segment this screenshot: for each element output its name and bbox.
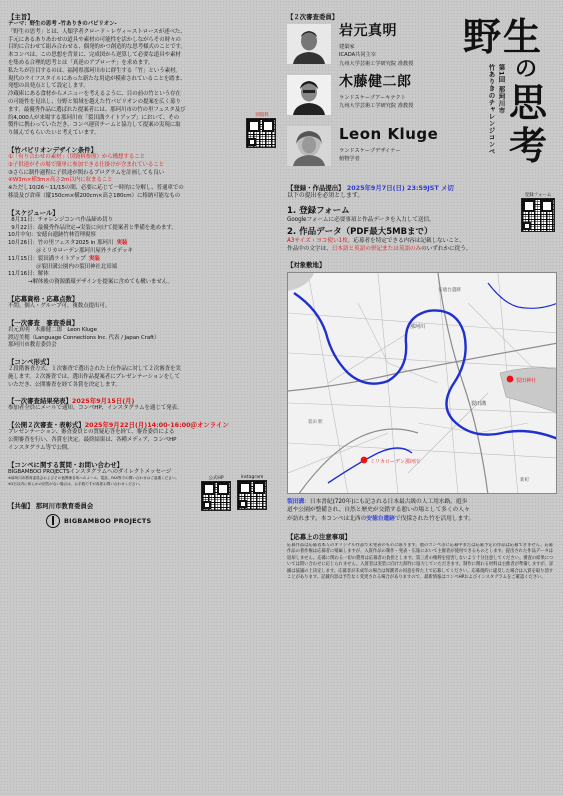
theme-heading: 【主旨】: [8, 13, 34, 21]
theme-line: 手元にあるありあわせの道具や素材の可能性を活かしながらその時々の: [8, 36, 181, 43]
site-section: [287, 261, 557, 524]
judge-name: Leon Kluge: [339, 125, 439, 143]
registration-heading: 【登録・作品提出】 2025年9月7日(日) 23:59JST メ切: [287, 184, 454, 192]
first-judges-body: [8, 327, 282, 350]
registration-step2-title: 2. 作品データ（PDF最大5MBまで）: [287, 226, 433, 237]
judge-photo: [287, 75, 331, 115]
schedule-row: ＠ミリカローデン那珂川屋外ラボデッキ: [36, 247, 133, 254]
theme-line: り組んでもらいたいと考えています。: [8, 130, 100, 137]
judge-role: ランドスケープアーキテクト: [339, 95, 406, 102]
review-line: インスタグラム等で公開。: [8, 444, 73, 451]
park-marker: [361, 456, 368, 463]
public-review-heading: 【公開２次審査・表彰式】2025年9月22日(月)14:00-16:00＠オンライン: [8, 421, 229, 430]
format-line: いただき、公開審査を経て各賞を決定します。: [8, 381, 121, 388]
title-char: 生: [503, 14, 542, 59]
bamboo-logo-icon: [46, 514, 60, 528]
theme-body: [8, 21, 282, 138]
review-line: プレゼンテーション、審査委員との質疑応答を経て、審査委員による: [8, 429, 175, 436]
review-line: 公開審査を行い、各賞を決定。最終結果は、各種メディア、コンペHP: [8, 437, 177, 444]
condition-item: ※ただし10/26～11/15の間、必要に応じて一時的に分解し、普通車での: [8, 185, 184, 192]
registration-intro: 以下の提出を必須とします。: [287, 192, 364, 199]
instagram-qr-label: instagram: [240, 474, 264, 480]
title-char: 思: [509, 80, 548, 125]
registration-step1-text: Googleフォームに必要事項と作品データを入力して送信。: [287, 216, 435, 223]
theme-line: 私たちが注目するのは、福岡県那珂川市に群生する「竹」という素材。: [8, 67, 181, 74]
judge-role: 植物学者: [339, 155, 360, 162]
first-result-section: [8, 397, 282, 413]
format-line: ２段階審査方式。１次審査で選出された上位作品に対して２次審査を実: [8, 366, 181, 373]
judge-photo: [287, 126, 331, 166]
theme-line: 冷蔵庫にある食材からメニューを考えるように、目の前の竹という存在: [8, 91, 181, 98]
right-column: [287, 10, 557, 790]
registration-step2-text: A3サイズ・ヨコ使い1枚。応募者を特定できる内容は記載しないこと。: [287, 237, 465, 244]
judges-line: 岩元真明 木藤健二郎 Leon Kluge: [8, 326, 97, 333]
judge-info: [339, 75, 413, 111]
condition-item: 移設及び倉庫（縦150cm×横200cm×高さ180cm）に格納可能なもの: [8, 192, 181, 199]
theme-line: テーマ：野生の思考 -竹ありきのパビリオン-: [8, 21, 117, 27]
station-label: 裂田 駅: [308, 419, 323, 425]
public-review-date: 2025年9月22日(月)14:00-16:00＠オンライン: [84, 421, 229, 430]
area-label: 新町: [520, 477, 530, 483]
bigbamboo-logo: [8, 514, 282, 528]
judge-role: 建築家: [339, 44, 355, 51]
notes-heading: 【応募上の注意事項】: [287, 532, 351, 541]
theme-line: 約4,000人が来場する那珂川市「裂田溝ライトアップ」において、その: [8, 114, 180, 121]
hp-qr-code[interactable]: [201, 481, 231, 511]
judge-roles: [339, 147, 438, 163]
contact-line: BIGBAMBOO PROJECTSインスタグラムへのダイレクトメッセージ: [8, 468, 172, 475]
schedule-row: 10月26日：竹の里フェスタ2025 in 那珂川 実装: [8, 240, 128, 247]
format-body: [8, 366, 282, 389]
theme-line: を集める合理的思考とは「真逆のアプローチ」を求めます。: [8, 59, 154, 66]
site-heading: 【対象敷地】: [287, 260, 326, 269]
contact-notes: [8, 476, 198, 487]
schedule-row: 11月16日：解体: [8, 271, 49, 278]
judges-line: 渡辺美穂（Language Connections Inc. 代表 / Japan Craft）: [8, 334, 160, 341]
schedule-row: 8月31日：チャレンジコンペ作品締め切り: [11, 216, 113, 223]
notes-section: [287, 533, 557, 653]
registration-step1-title: 1. 登録フォーム: [287, 205, 350, 216]
river-label: 裂田溝: [471, 400, 487, 407]
registration-step2-lang: 作品中の文字は、日本語と英語の併記または英語のみのいずれかに従う。: [287, 245, 472, 252]
schedule-heading: 【スケジュール】: [8, 208, 59, 217]
schedule-row: 11月15日：裂田溝ライトアップ 実装: [8, 255, 100, 262]
theme-line: の可能性を見出し、分野と領域を越えた竹パビリオンの提案を広く募り: [8, 98, 181, 105]
judge-name: 木藤健二郎: [339, 74, 412, 90]
theme-line: 現代のライフスタイルにあった新たな用途が模索されていることを踏ま、: [8, 75, 186, 82]
theme-section: [8, 13, 282, 138]
schedule-row: 9月22日：最優秀作品決定→実装に向けて提案者と準備を進めます。: [11, 224, 177, 231]
eligibility-section: [8, 295, 282, 311]
contact-section: [8, 461, 282, 488]
title-char: 野: [463, 14, 502, 59]
design-conditions-heading: 【竹パビリオンデザイン条件】: [8, 145, 97, 154]
judge-roles: [339, 94, 413, 110]
hp-qr-block[interactable]: [201, 475, 231, 511]
first-judges-heading: 【一次審査 審査委員】: [8, 318, 79, 327]
public-review-section: [8, 421, 282, 452]
registration-deadline: 2025年9月7日(日) 23:59JST メ切: [346, 184, 454, 192]
judge-role: 九州大学芸術工学研究院 准教授: [339, 103, 414, 110]
site-caption-ruins: 安徳台遺跡: [366, 516, 395, 523]
condition-item: ④W3m×横3m×高さ2m以内に収まること: [8, 177, 113, 184]
form-qr-label: 登録フォーム: [524, 193, 552, 198]
form-qr-block[interactable]: [521, 192, 555, 232]
material-qr-code[interactable]: [246, 118, 276, 148]
site-caption-term: 裂田溝: [287, 498, 305, 505]
organizer-line: 【共催】 那珂川市教育委員会: [8, 502, 94, 511]
format-section: [8, 358, 282, 389]
registration-section: [287, 184, 557, 253]
site-map: [287, 272, 557, 494]
site-caption: 裂田溝：日本書紀(720年)にも記される日本最古級の人工用水路。遊歩 道や公園が整備され、自然と歴史が交錯する憩いの場として多くの人々 が訪れます。本コンペは北西の安徳台遺跡で伐採された竹を活用します。: [287, 498, 475, 523]
judge-role: ICADA共同主宰: [339, 52, 376, 59]
judge-role: 九州大学芸術工学研究院 准教授: [339, 60, 414, 67]
notes-text: 応募作品は応募者本人のオリジナル作品で未発表のものに限ります。他のコンペ等に応募中または応募予定の作品は応募できません。応募作品の著作権は応募者に帰属しますが、入賞作品の制作・発表・広報において主催者が使用できるものとします。提出された作品データは返却しません。応募に関わる一切の費用は応募者の負担とします。第三者の権利を侵害しないよう十分注意してください。審査の結果については問い合わせに応じられません。入賞者は実装に向けた制作に協力していただきます。制作に関わる材料は主催者が準備しますが、詳細は協議の上決定します。応募者が未成年の場合は保護者の同意を得た上で応募してください。応募規約に違反した場合は入賞を取り消すことがあります。記載内容は予告なく変更される場合がありますので、最新情報はコンペHPおよびインスタグラムをご確認ください。: [287, 542, 554, 581]
schedule-section: [8, 209, 282, 287]
implement-tag: 実装: [116, 240, 128, 247]
hp-qr-label: 公式HP: [208, 475, 224, 481]
judge-photo: [287, 24, 331, 64]
organizer-name: 那珂川市教育委員会: [35, 502, 94, 511]
theme-line: ます。最優秀作品に選ばれた提案者には、那珂川市の竹の里フェスタ及び: [8, 106, 186, 113]
title-char: の: [515, 56, 538, 82]
theme-line: 発想の出発点として設定します。: [8, 83, 89, 90]
title-subtitle-2: 竹ありきのチャレンジコンペ: [487, 64, 496, 155]
theme-line: 本コンペは、この思想を背景に、完成図から逆算して必要な道具や素材: [8, 52, 181, 59]
instagram-qr-code[interactable]: [237, 480, 267, 510]
judge-info: [339, 24, 413, 68]
design-conditions-body: [8, 154, 282, 201]
schedule-body: [8, 217, 282, 287]
first-result-text: 参加者全員にメールで通知。コンペHP、インスタグラムを通じて発表。: [8, 405, 183, 412]
shrine-marker: [507, 375, 514, 382]
contact-qr-group: [201, 475, 267, 511]
theme-line: 目的に合わせて組み合わせる、偶発的かつ創造的な思考様式のことです。: [8, 44, 186, 51]
contact-note: ※那珂川市教育委員会およびその他関係各所へのメール、電話、FAX等での問い合わせはご遠慮ください。: [8, 476, 180, 481]
bigbamboo-logo-text: BIGBAMBOO PROJECTS: [64, 517, 152, 526]
material-qr-label: 別資料: [255, 112, 269, 118]
condition-item: ②子供達がその場で簡単に参加できる仕掛けが含まれていること: [8, 161, 165, 168]
schedule-row: 10月中旬：安徳台遺跡竹林管理視察: [8, 232, 96, 239]
condition-item: ③さらに制作過程に子供達が関わるプログラムを計画しても良い: [8, 169, 164, 176]
material-qr-block[interactable]: [246, 112, 278, 148]
instagram-qr-block[interactable]: [237, 475, 267, 511]
contact-note: ※3日以内に何らかの回答がない場合は、お手数ですが再度お問い合わせください。: [8, 481, 143, 486]
first-judges-section: [8, 319, 282, 350]
public-review-body: [8, 429, 282, 452]
park-label: ミリカローデン那珂川: [370, 458, 420, 465]
contact-heading: 【コンペに関する質問・お問い合わせ】: [8, 460, 124, 469]
title-subtitle-1: 第1回 那珂川市: [497, 64, 506, 114]
theme-line: 製作に携わっていただき、コンペ運営チームと協力して提案の実現に取: [8, 122, 181, 129]
schedule-row: ＠裂田溝公園内の裂田神社北田端: [36, 263, 118, 270]
schedule-row: →解体後の資源循環デザインを提案に含めても構いません。: [28, 279, 173, 286]
eligibility-text: 不問。個人・グループ可。複数点提出可。: [8, 302, 111, 309]
shrine-label: 裂田神社: [516, 377, 537, 384]
theme-line: 「野生の思考」とは、人類学者クロード・レヴィ＝ストロースが述べた、: [8, 28, 186, 35]
implement-tag: 実装: [88, 255, 100, 262]
hill-label: 安徳台遺跡: [438, 287, 461, 293]
title-char: 考: [509, 123, 548, 168]
form-qr-code[interactable]: [521, 198, 555, 232]
judge-name: 岩元真明: [339, 23, 397, 39]
second-judges-heading: 【２次審査委員】: [287, 13, 339, 21]
format-heading: 【コンペ形式】: [8, 358, 53, 367]
river-name-label: 那珂川: [410, 323, 426, 330]
judge-info: [339, 126, 438, 163]
judge-role: ランドスケープデザイナー: [339, 147, 401, 154]
format-line: 施します。２次審査では、選出作品提案者にプレゼンテーションをして: [8, 373, 180, 380]
eligibility-heading: 【応募資格・応募点数】: [8, 294, 79, 303]
judge-roles: [339, 43, 413, 67]
judges-line: 那珂川市教育委員会: [8, 342, 57, 349]
condition-item: ①「有り合わせの素材」（別資料参照）から構想すること: [8, 153, 146, 160]
left-column: [8, 10, 282, 790]
first-result-heading: 【一次審査結果発表】2025年9月15日(月): [8, 397, 135, 406]
site-map-drawing: [288, 273, 557, 494]
first-result-date: 2025年9月15日(月): [71, 397, 135, 406]
